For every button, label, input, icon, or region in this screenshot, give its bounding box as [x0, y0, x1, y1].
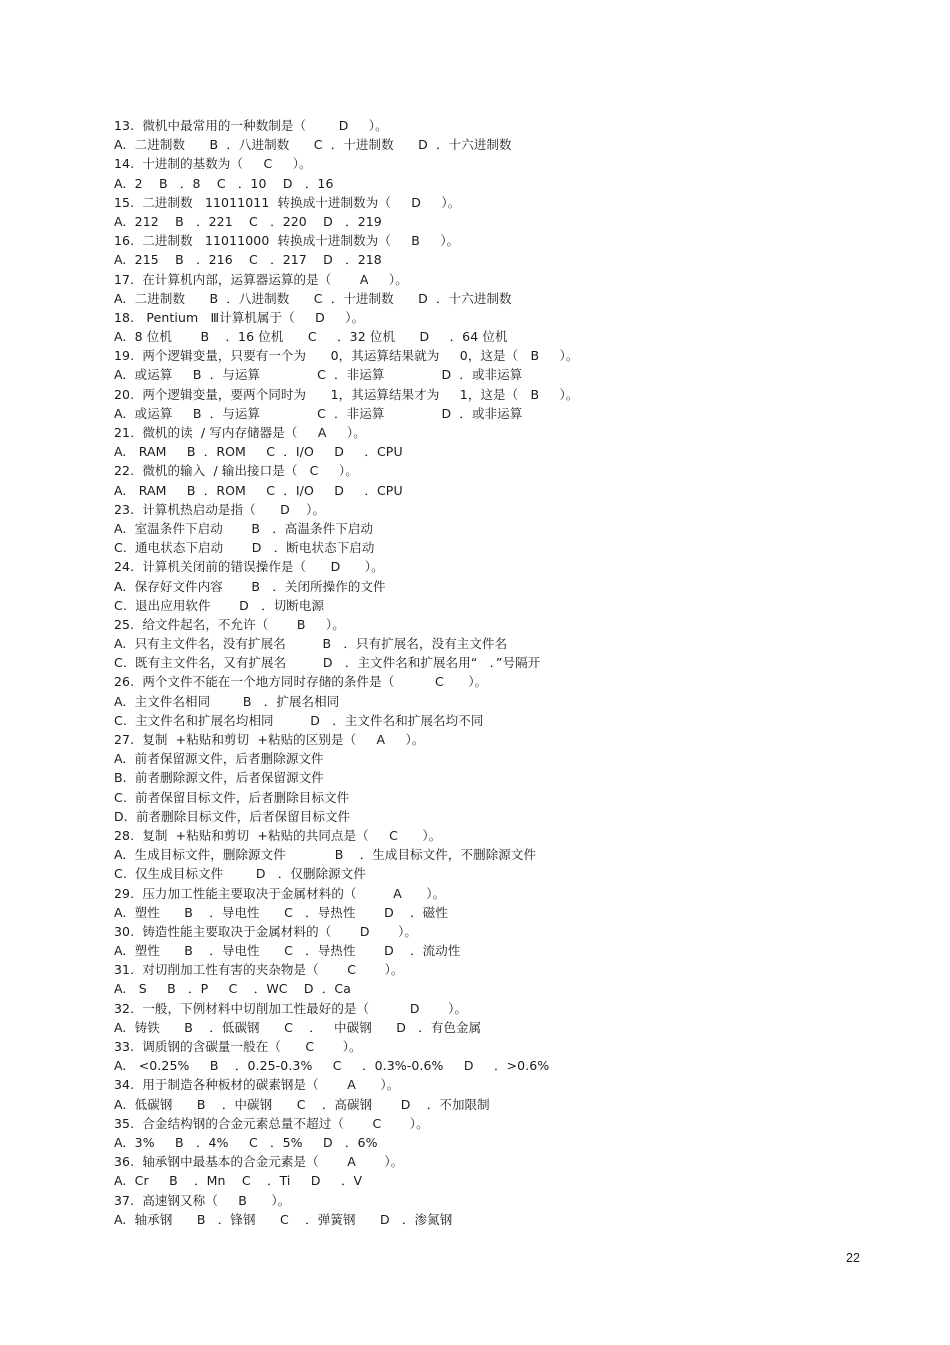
question-line: 17. 在计算机内部，运算器运算的是（ A ）。	[114, 271, 408, 287]
options-line: A. <0.25% B ．0.25-0.3% C ．0.3%-0.6% D ．>0.6%	[114, 1058, 550, 1074]
options-line: A. 前者保留源文件，后者删除源文件	[114, 751, 324, 767]
question-line: 28. 复制 +粘贴和剪切 +粘贴的共同点是（ C ）。	[114, 827, 442, 843]
question-line: 32. 一般，下例材料中切削加工性最好的是（ D ）。	[114, 1000, 468, 1016]
options-line: A. 室温条件下启动 B ．高温条件下启动	[114, 520, 374, 536]
options-line: A. 主文件名相同 B ．扩展名相同	[114, 693, 340, 709]
options-line: B. 前者删除源文件，后者保留源文件	[114, 770, 324, 786]
question-line: 35. 合金结构钢的合金元素总量不超过（ C ）。	[114, 1115, 429, 1131]
options-line: A. S B ．P C ．WC D ．Ca	[114, 981, 351, 997]
options-line: A. 轴承钢 B ．锋钢 C ．弹簧钢 D ．渗氮钢	[114, 1211, 453, 1227]
question-line: 33. 调质钢的含碳量一般在（ C ）。	[114, 1039, 362, 1054]
question-line: 37. 高速钢又称（ B ）。	[114, 1192, 291, 1208]
question-line: 18. Pentium Ⅲ计算机属于（ D ）。	[114, 309, 365, 325]
options-line: A. RAM B ．ROM C ．I/O D ．CPU	[114, 482, 403, 498]
options-line: A. 215 B ．216 C ．217 D ．218	[114, 252, 382, 268]
question-line: 19. 两个逻辑变量，只要有一个为 0，其运算结果就为 0，这是（ B ）。	[114, 348, 579, 364]
question-line: 20. 两个逻辑变量，要两个同时为 1，其运算结果才为 1，这是（ B ）。	[114, 386, 579, 402]
options-line: C. 主文件名和扩展名均相同 D ．主文件名和扩展名均不同	[114, 712, 484, 728]
options-line: A. Cr B ．Mn C ．Ti D ．V	[114, 1173, 363, 1189]
question-line: 27. 复制 +粘贴和剪切 +粘贴的区别是（ A ）。	[114, 732, 425, 747]
page-number: 22	[846, 1251, 860, 1265]
question-line: 23. 计算机热启动是指（ D ）。	[114, 501, 326, 517]
options-line: A. 或运算 B ．与运算 C ．非运算 D ．或非运算	[114, 405, 523, 421]
options-line: A. 8 位机 B ．16 位机 C ．32 位机 D ．64 位机	[114, 329, 508, 345]
question-line: 22. 微机的输入 / 输出接口是（ C ）。	[114, 463, 358, 479]
options-line: A. 生成目标文件，删除源文件 B ．生成目标文件，不删除源文件	[114, 847, 537, 863]
options-line: A. 低碳钢 B ．中碳钢 C ．高碳钢 D ．不加限制	[114, 1096, 490, 1112]
options-line: C. 仅生成目标文件 D ．仅删除源文件	[114, 866, 366, 882]
options-line: A. 只有主文件名，没有扩展名 B ．只有扩展名，没有主文件名	[114, 636, 508, 652]
options-line: C. 退出应用软件 D ．切断电源	[114, 597, 325, 613]
options-line: A. 3% B ．4% C ．5% D ．6%	[114, 1134, 378, 1150]
question-line: 25. 给文件起名，不允许（ B ）。	[114, 616, 345, 632]
options-line: C. 通电状态下启动 D ．断电状态下启动	[114, 540, 375, 556]
options-line: A. RAM B ．ROM C ．I/O D ．CPU	[114, 444, 403, 460]
options-line: A. 212 B ．221 C ．220 D ．219	[114, 213, 382, 229]
question-line: 36. 轴承钢中最基本的合金元素是（ A ）。	[114, 1154, 404, 1170]
options-line: D. 前者删除目标文件，后者保留目标文件	[114, 808, 351, 824]
options-line: C. 前者保留目标文件，后者删除目标文件	[114, 789, 350, 805]
question-line: 30. 铸造性能主要取决于金属材料的（ D ）。	[114, 923, 418, 939]
options-line: A. 铸铁 B ．低碳钢 C ． 中碳钢 D ．有色金属	[114, 1019, 482, 1035]
question-line: 29. 压力加工性能主要取决于金属材料的（ A ）。	[114, 885, 446, 901]
options-line: A. 2 B ．8 C ．10 D ．16	[114, 175, 334, 191]
question-line: 13. 微机中最常用的一种数制是（ D ）。	[114, 118, 388, 133]
question-line: 21. 微机的读 / 写内存储器是（ A ）。	[114, 425, 366, 440]
document-body	[114, 116, 874, 1229]
options-line: A. 保存好文件内容 B ．关闭所操作的文件	[114, 578, 386, 594]
question-line: 16. 二进制数 11011000 转换成十进制数为（ B ）。	[114, 233, 460, 249]
question-line: 15. 二进制数 11011011 转换成十进制数为（ D ）。	[114, 194, 461, 210]
options-line: A. 塑性 B ．导电性 C ．导热性 D ．流动性	[114, 943, 461, 959]
question-line: 24. 计算机关闭前的错误操作是（ D ）。	[114, 559, 384, 575]
question-line: 31. 对切削加工性有害的夹杂物是（ C ）。	[114, 962, 404, 978]
options-line: A. 塑性 B ．导电性 C ．导热性 D ．磁性	[114, 904, 448, 920]
question-line: 34. 用于制造各种板材的碳素钢是（ A ）。	[114, 1077, 400, 1093]
question-line: 14. 十进制的基数为（ C ）。	[114, 156, 312, 172]
question-line: 26. 两个文件不能在一个地方同时存储的条件是（ C ）。	[114, 674, 488, 690]
options-line: A. 二进制数 B ．八进制数 C ．十进制数 D ．十六进制数	[114, 137, 512, 153]
options-line: C. 既有主文件名，又有扩展名 D ．主文件名和扩展名用“ ．”号隔开	[114, 655, 541, 671]
options-line: A. 二进制数 B ．八进制数 C ．十进制数 D ．十六进制数	[114, 290, 512, 306]
options-line: A. 或运算 B ．与运算 C ．非运算 D ．或非运算	[114, 367, 523, 383]
